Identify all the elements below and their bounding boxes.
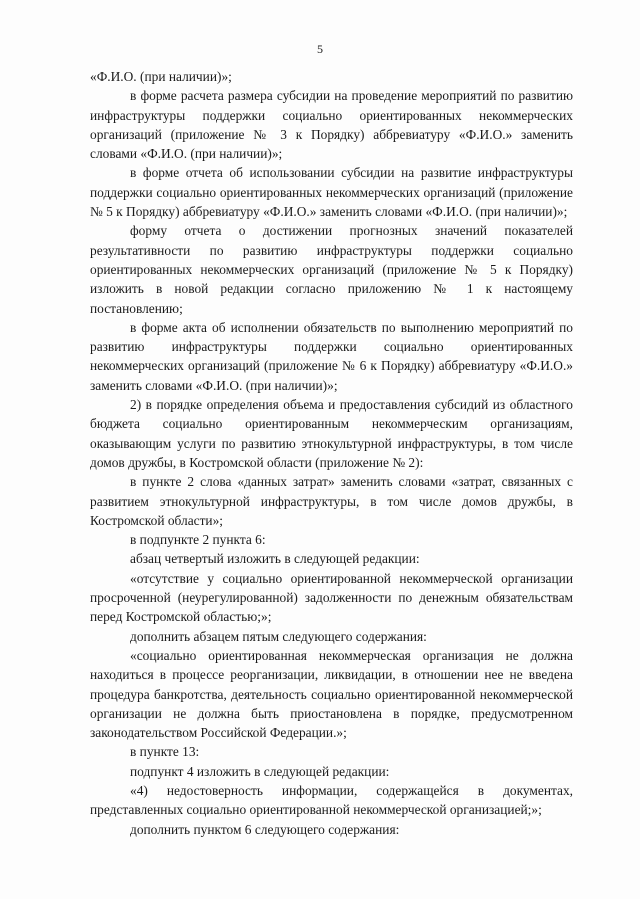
paragraph: в пункте 13: bbox=[130, 744, 200, 760]
paragraph: в форме отчета об использовании субсидии на развитие инфраструктуры поддержки социально ориентированных некоммерческих организаций (приложение № 5 к Порядку) аббревиатуру «Ф.И.О.» заменить словами «Ф.И.О. (при наличии)»; bbox=[90, 165, 573, 220]
paragraph: 2) в порядке определения объема и предоставления субсидий из областного бюджета социально ориентированным некоммерческим организациям, оказывающим услуги по развитию этнокультурной инфраструктуры, в том числе домов дружбы, в Костромской области (приложение № 2): bbox=[90, 397, 573, 470]
document-body bbox=[90, 67, 573, 839]
paragraph: абзац четвертый изложить в следующей редакции: bbox=[130, 551, 420, 567]
paragraph: подпункт 4 изложить в следующей редакции: bbox=[130, 763, 390, 779]
paragraph: форму отчета о достижении прогнозных значений показателей результативности по развитию инфраструктуры поддержки социально ориентированных некоммерческих организаций (приложение № 5 к Порядку) изложить в новой редакции согласно приложению № 1 к настоящему постановлению; bbox=[90, 223, 573, 316]
paragraph: «социально ориентированная некоммерческая организация не должна находиться в процессе реорганизации, ликвидации, в отношении нее не введена процедура банкротства, деятельность социально ориентированной некоммерческой организации не должна быть приостановлена в порядке, предусмотренном законодательством Российской Федерации.»; bbox=[90, 647, 573, 741]
paragraph: дополнить пунктом 6 следующего содержания: bbox=[130, 821, 400, 837]
paragraph: «Ф.И.О. (при наличии)»; bbox=[90, 69, 232, 84]
paragraph: дополнить абзацем пятым следующего содержания: bbox=[130, 628, 427, 644]
paragraph: «4) недостоверность информации, содержащейся в документах, представленных социально ориентированной некоммерческой организацией;»; bbox=[90, 782, 573, 818]
paragraph: в подпункте 2 пункта 6: bbox=[130, 532, 266, 548]
paragraph: в форме акта об исполнении обязательств по выполнению мероприятий по развитию инфраструктуры поддержки социально ориентированных некоммерческих организаций (приложение № 6 к Порядку) аббревиатуру «Ф.И.О.» заменить словами «Ф.И.О. (при наличии)»; bbox=[90, 319, 573, 393]
paragraph: в пункте 2 слова «данных затрат» заменить словами «затрат, связанных с развитием этнокультурной инфраструктуры, в том числе домов дружбы, в Костромской области»; bbox=[90, 474, 573, 528]
paragraph: в форме расчета размера субсидии на проведение мероприятий по развитию инфраструктуры поддержки социально ориентированных некоммерческих организаций (приложение № 3 к Порядку) аббревиатуру «Ф.И.О.» заменить словами «Ф.И.О. (при наличии)»; bbox=[90, 88, 573, 162]
page-number: 5 bbox=[317, 42, 323, 56]
paragraph: «отсутствие у социально ориентированной некоммерческой организации просроченной (неурегулированной) задолженности по денежным обязательствам перед Костромской областью;»; bbox=[90, 570, 573, 625]
